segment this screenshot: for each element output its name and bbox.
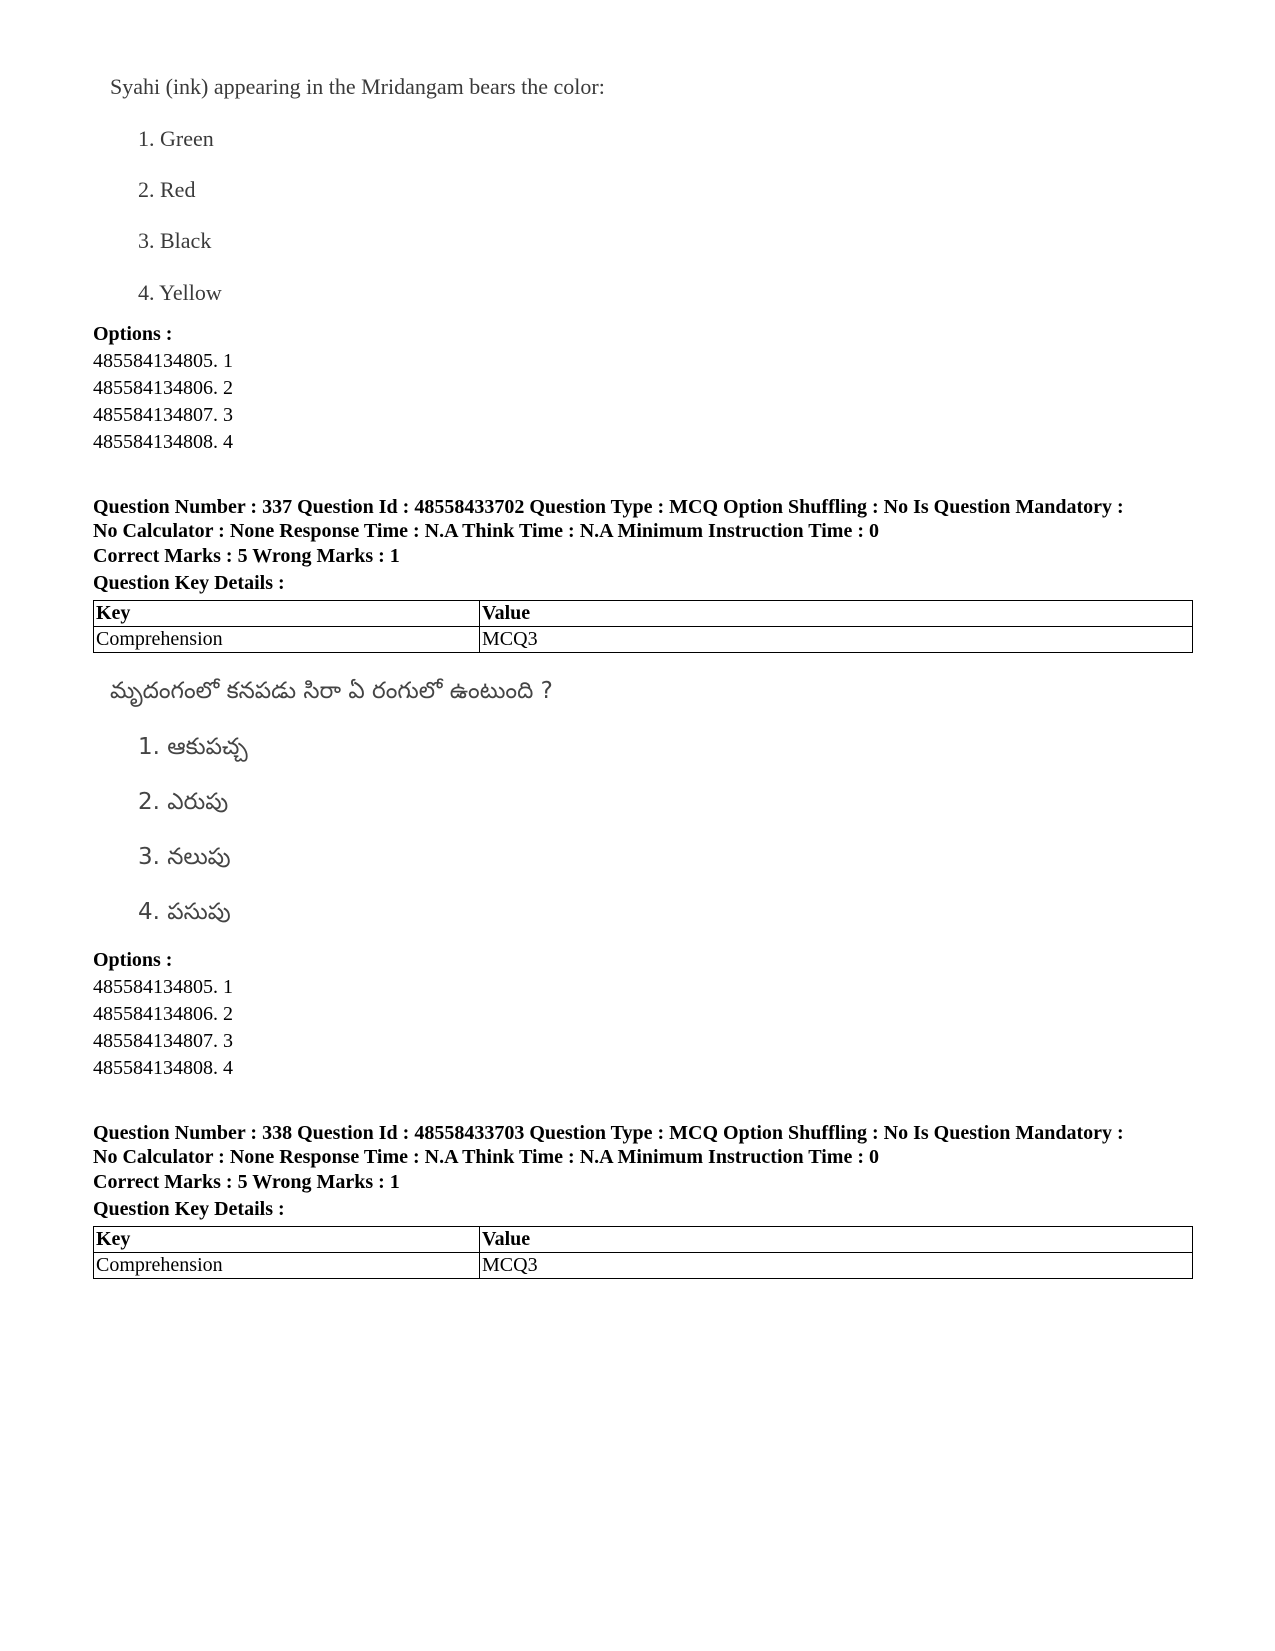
marks-line: Correct Marks : 5 Wrong Marks : 1 (93, 1171, 400, 1193)
table-header-key: Key (94, 1227, 480, 1253)
table-cell-key: Comprehension (94, 627, 480, 653)
option-id: 485584134808. 4 (93, 1057, 233, 1079)
table-header-value: Value (480, 1227, 1193, 1253)
marks-line: Correct Marks : 5 Wrong Marks : 1 (93, 545, 400, 567)
option-id: 485584134805. 1 (93, 976, 233, 998)
table-header-key: Key (94, 601, 480, 627)
option-id: 485584134808. 4 (93, 431, 233, 453)
choice-item: 1. Green (138, 126, 214, 151)
table-cell-value: MCQ3 (480, 1253, 1193, 1279)
key-details-label: Question Key Details : (93, 1198, 285, 1220)
question-meta-line: No Calculator : None Response Time : N.A Think Time : N.A Minimum Instruction Time : 0 (93, 1146, 879, 1168)
options-label: Options : (93, 323, 173, 345)
table-header-row (94, 1227, 1193, 1253)
question-meta (93, 495, 1193, 543)
option-id: 485584134806. 2 (93, 1003, 233, 1025)
table-cell-key: Comprehension (94, 1253, 480, 1279)
question-meta (93, 1121, 1193, 1169)
choice-item: 2. ఎరుపు (138, 789, 229, 815)
table-row (94, 1253, 1193, 1279)
options-label: Options : (93, 949, 173, 971)
key-details-table (93, 600, 1193, 653)
table-row (94, 627, 1193, 653)
key-details-label: Question Key Details : (93, 572, 285, 594)
choice-item: 4. పసుపు (138, 899, 231, 925)
table-cell-value: MCQ3 (480, 627, 1193, 653)
choice-item: 3. నలుపు (138, 844, 231, 870)
option-id: 485584134807. 3 (93, 1030, 233, 1052)
table-header-value: Value (480, 601, 1193, 627)
option-id: 485584134807. 3 (93, 404, 233, 426)
choice-item: 1. ఆకుపచ్చ (138, 734, 248, 760)
question-meta-line: No Calculator : None Response Time : N.A Think Time : N.A Minimum Instruction Time : 0 (93, 520, 879, 542)
choice-item: 3. Black (138, 228, 212, 253)
option-id: 485584134806. 2 (93, 377, 233, 399)
key-details-table (93, 1226, 1193, 1279)
question-meta-line: Question Number : 338 Question Id : 48558433703 Question Type : MCQ Option Shuffling : No Is Question Mandatory : (93, 1122, 1124, 1144)
table-header-row (94, 601, 1193, 627)
question-stem: మృదంగంలో కనపడు సిరా ఏ రంగులో ఉంటుంది ? (110, 678, 553, 704)
choice-item: 2. Red (138, 177, 196, 202)
question-stem: Syahi (ink) appearing in the Mridangam bears the color: (110, 74, 605, 99)
choice-item: 4. Yellow (138, 280, 222, 305)
question-meta-line: Question Number : 337 Question Id : 48558433702 Question Type : MCQ Option Shuffling : No Is Question Mandatory : (93, 496, 1124, 518)
option-id: 485584134805. 1 (93, 350, 233, 372)
